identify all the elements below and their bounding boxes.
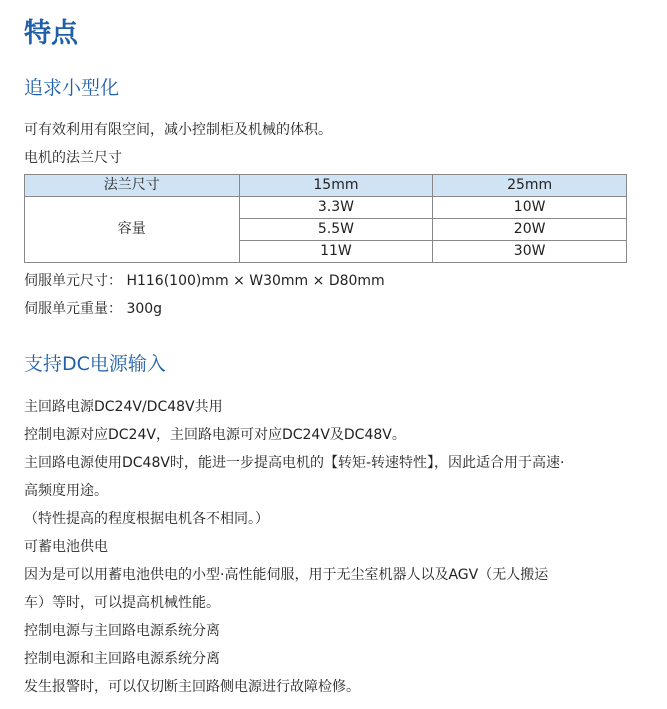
body-line: （特性提高的程度根据电机各不相同。）	[24, 511, 269, 527]
body-line: 可蓄电池供电	[24, 539, 108, 555]
section-heading-dc-power: 支持DC电源输入	[24, 353, 166, 375]
table-cell: 3.3W	[239, 197, 433, 219]
table-cell: 10W	[433, 197, 627, 219]
table-cell: 5.5W	[239, 219, 433, 241]
body-line: 高频度用途。	[24, 483, 108, 499]
page-title: 特点	[24, 18, 78, 49]
servo-weight-text: 伺服单元重量： 300g	[24, 301, 163, 317]
table-caption: 电机的法兰尺寸	[24, 150, 122, 166]
body-line: 因为是可以用蓄电池供电的小型·高性能伺服，用于无尘室机器人以及AGV（无人搬运	[24, 567, 549, 583]
body-line: 控制电源和主回路电源系统分离	[24, 651, 220, 667]
table-cell: 30W	[433, 241, 627, 263]
table-row	[25, 197, 627, 219]
body-line: 主回路电源使用DC48V时，能进一步提高电机的【转矩-转速特性】，因此适合用于高速·	[24, 455, 565, 471]
body-line: 主回路电源DC24V/DC48V共用	[24, 399, 223, 415]
body-line: 控制电源与主回路电源系统分离	[24, 623, 220, 639]
table-header-cell: 25mm	[433, 175, 627, 197]
table-header-cell: 15mm	[239, 175, 433, 197]
table-header-row	[25, 175, 627, 197]
table-cell: 20W	[433, 219, 627, 241]
body-line: 车）等时，可以提高机械性能。	[24, 595, 220, 611]
intro-text: 可有效利用有限空间，减小控制柜及机械的体积。	[24, 122, 332, 138]
body-line: 发生报警时，可以仅切断主回路侧电源进行故障检修。	[24, 679, 360, 695]
flange-size-table	[24, 174, 627, 263]
section-heading-miniaturization: 追求小型化	[24, 77, 120, 99]
servo-dimensions-text: 伺服单元尺寸： H116(100)mm × W30mm × D80mm	[24, 273, 385, 289]
body-line: 控制电源对应DC24V，主回路电源可对应DC24V及DC48V。	[24, 427, 406, 443]
table-row-label-capacity: 容量	[25, 197, 240, 263]
table-cell: 11W	[239, 241, 433, 263]
table-header-cell: 法兰尺寸	[25, 175, 240, 197]
